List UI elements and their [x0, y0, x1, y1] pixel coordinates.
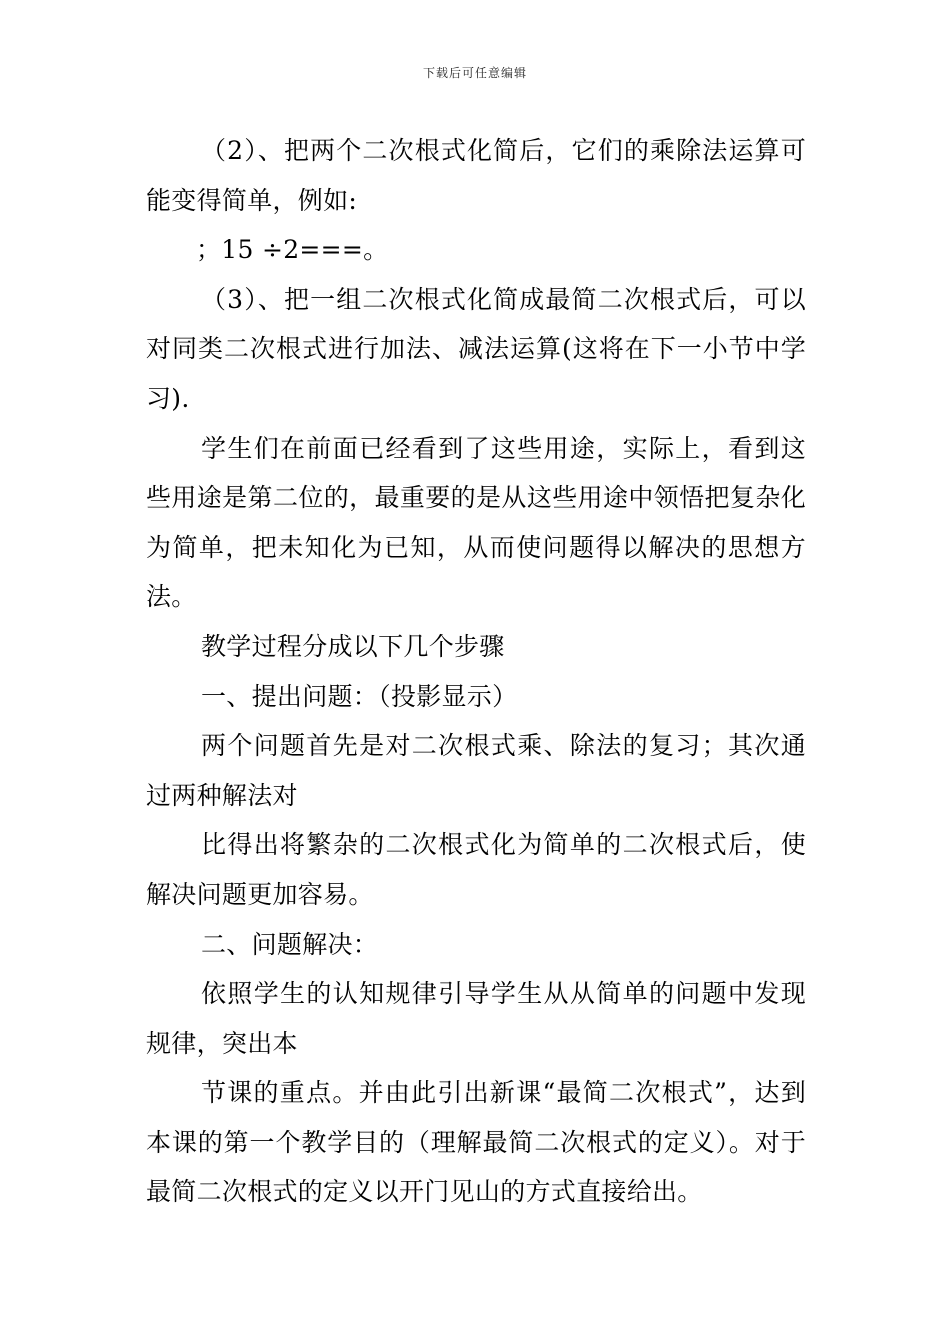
paragraph-simplify-multiplication: （2）、把两个二次根式化简后，它们的乘除法运算可能变得简单，例如: — [146, 136, 806, 215]
paragraph-comparison: 比得出将繁杂的二次根式化为简单的二次根式后，使解决问题更加容易。 — [146, 830, 806, 909]
paragraph-two-questions: 两个问题首先是对二次根式乘、除法的复习；其次通过两种解法对 — [146, 731, 806, 810]
paragraph-simplify-addition: （3）、把一组二次根式化简成最简二次根式后，可以对同类二次根式进行加法、减法运算(这将在下一小节中学习). — [146, 284, 806, 413]
paragraph-lesson-focus: 节课的重点。并由此引出新课“最简二次根式”，达到本课的第一个教学目的（理解最简二次根式的定义）。对于最简二次根式的定义以开门见山的方式直接给出。 — [146, 1078, 806, 1207]
paragraph-formula-example: ；15 ÷2===。 — [196, 235, 389, 265]
section-heading-solve-question: 二、问题解决： — [201, 929, 379, 959]
document-body — [146, 126, 806, 1217]
page-header: 下载后可任意编辑 — [422, 66, 527, 80]
paragraph-cognitive-law: 依照学生的认知规律引导学生从从简单的问题中发现规律，突出本 — [146, 979, 806, 1058]
paragraph-students-uses: 学生们在前面已经看到了这些用途，实际上，看到这些用途是第二位的，最重要的是从这些用途中领悟把复杂化为简单，把未知化为已知，从而使问题得以解决的思想方法。 — [146, 433, 806, 612]
section-heading-raise-question: 一、提出问题：（投影显示） — [201, 681, 518, 711]
paragraph-teaching-steps: 教学过程分成以下几个步骤 — [201, 631, 505, 661]
